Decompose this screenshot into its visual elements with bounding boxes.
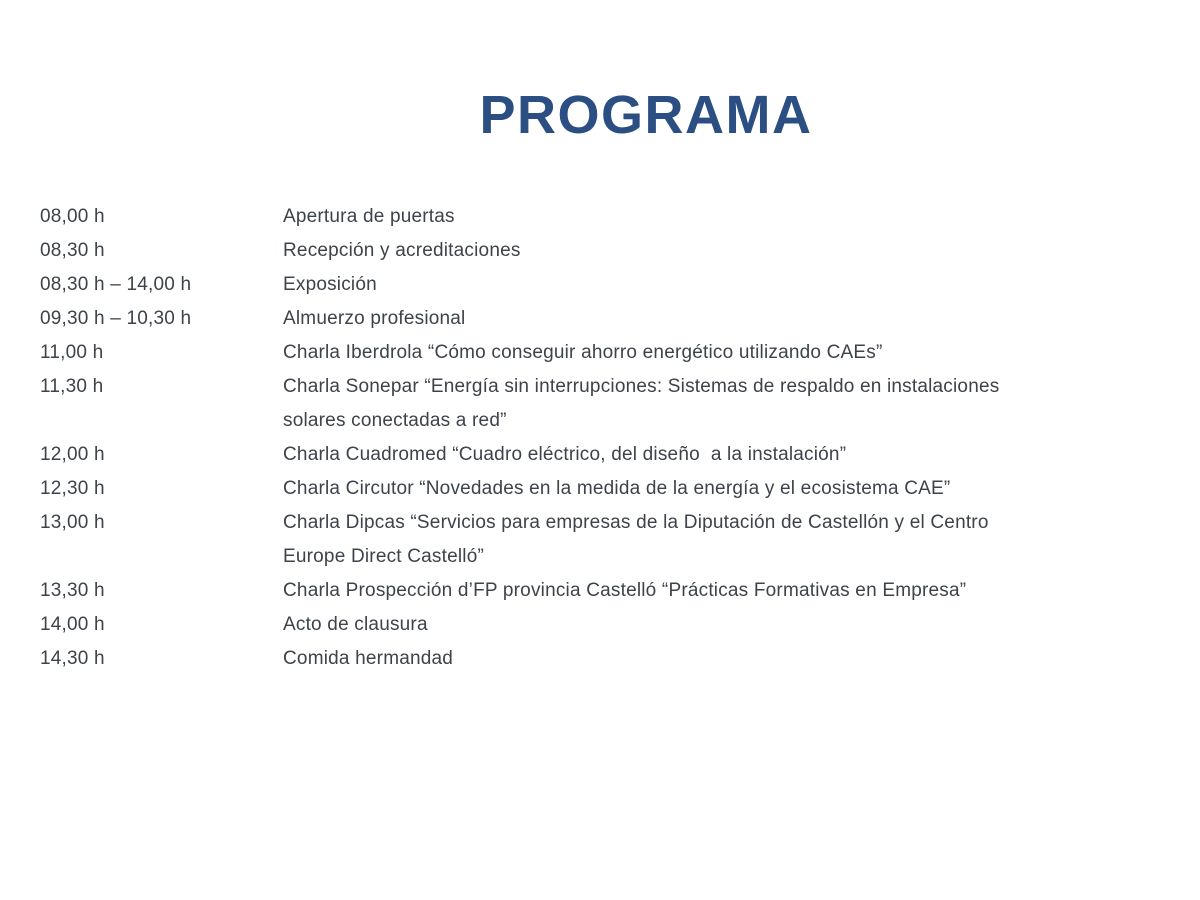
event-line: Charla Iberdrola “Cómo conseguir ahorro energético utilizando CAEs”	[283, 342, 883, 363]
page-title: PROGRAMA	[479, 85, 813, 145]
event-description	[283, 302, 1170, 336]
event-description	[283, 200, 1170, 234]
event-description	[283, 642, 1170, 676]
event-line: Charla Dipcas “Servicios para empresas de la Diputación de Castellón y el Centro	[283, 512, 989, 533]
event-description	[283, 268, 1170, 302]
time-label: 12,00 h	[40, 444, 105, 465]
schedule-row	[40, 608, 1170, 642]
time-label: 13,30 h	[40, 580, 105, 601]
event-description	[283, 472, 1170, 506]
event-description	[283, 438, 1170, 472]
event-line: Apertura de puertas	[283, 206, 455, 227]
event-line: Exposición	[283, 274, 377, 295]
time-label: 08,30 h – 14,00 h	[40, 274, 192, 295]
schedule-row	[40, 472, 1170, 506]
schedule-row	[40, 268, 1170, 302]
event-line: Charla Prospección d’FP provincia Castelló “Prácticas Formativas en Empresa”	[283, 580, 967, 601]
time-label: 14,00 h	[40, 614, 105, 635]
event-line: Charla Sonepar “Energía sin interrupciones: Sistemas de respaldo en instalaciones	[283, 376, 1000, 397]
schedule-row	[40, 642, 1170, 676]
event-line: Recepción y acreditaciones	[283, 240, 521, 261]
time-label: 13,00 h	[40, 512, 105, 533]
event-description	[283, 608, 1170, 642]
time-label: 08,00 h	[40, 206, 105, 227]
event-line: Comida hermandad	[283, 648, 454, 669]
event-description	[283, 574, 1170, 608]
schedule-list	[40, 200, 1170, 676]
event-line: Charla Cuadromed “Cuadro eléctrico, del diseño a la instalación”	[283, 444, 847, 465]
event-description	[283, 336, 1170, 370]
event-description	[283, 234, 1170, 268]
schedule-row	[40, 336, 1170, 370]
schedule-row	[40, 370, 1170, 438]
time-label: 12,30 h	[40, 478, 105, 499]
event-line: Acto de clausura	[283, 614, 428, 635]
schedule-row	[40, 234, 1170, 268]
time-label: 11,00 h	[40, 342, 104, 363]
time-label: 08,30 h	[40, 240, 105, 261]
event-line: Almuerzo profesional	[283, 308, 466, 329]
event-description	[283, 370, 1170, 438]
schedule-row	[40, 438, 1170, 472]
schedule-row	[40, 200, 1170, 234]
schedule-row	[40, 506, 1170, 574]
event-description	[283, 506, 1170, 574]
time-label: 09,30 h – 10,30 h	[40, 308, 192, 329]
schedule-row	[40, 302, 1170, 336]
time-label: 14,30 h	[40, 648, 105, 669]
event-line: Europe Direct Castelló”	[283, 546, 485, 567]
time-label: 11,30 h	[40, 376, 104, 397]
schedule-row	[40, 574, 1170, 608]
event-line: Charla Circutor “Novedades en la medida de la energía y el ecosistema CAE”	[283, 478, 951, 499]
event-line: solares conectadas a red”	[283, 410, 507, 431]
